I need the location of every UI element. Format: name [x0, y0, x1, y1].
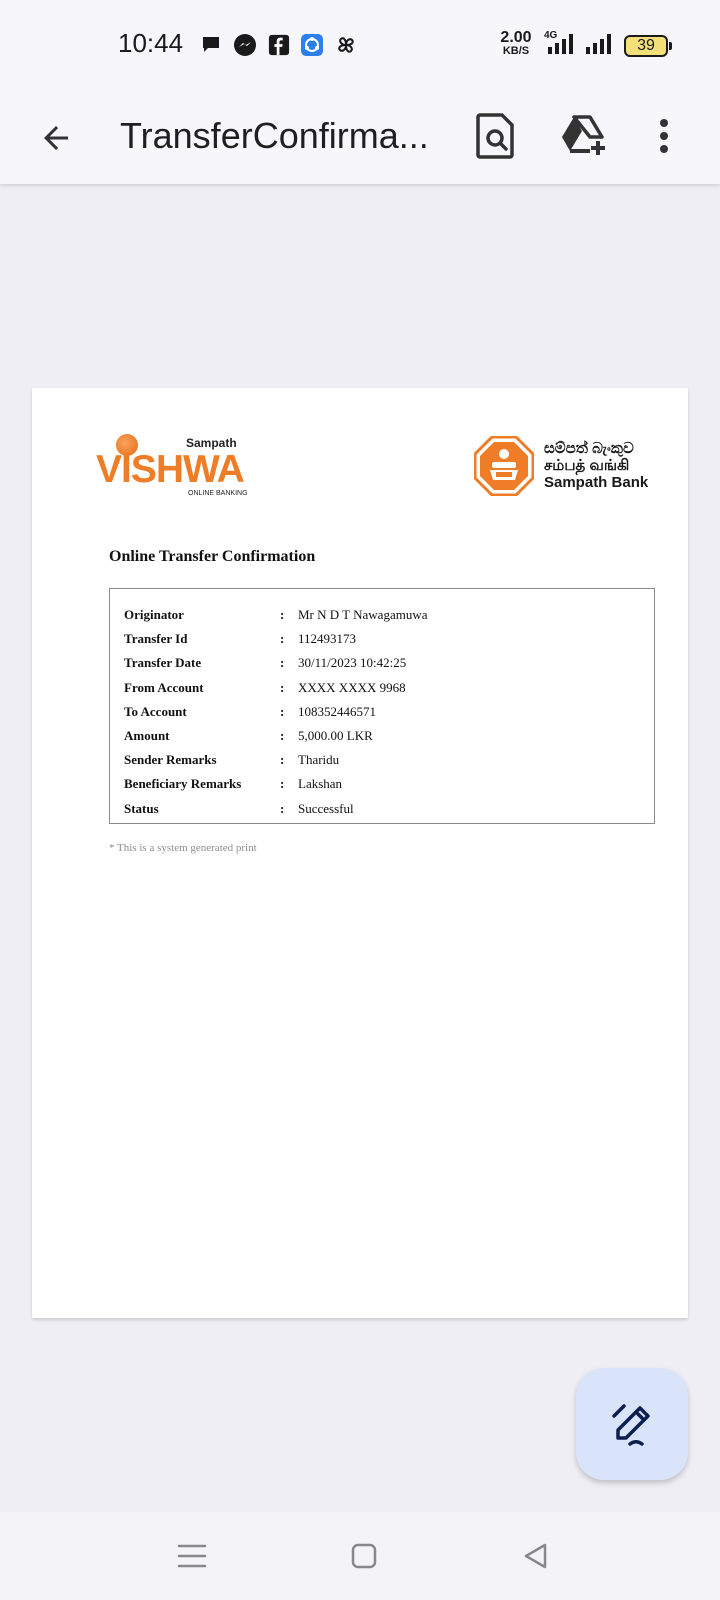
edit-fab-button[interactable] [576, 1368, 688, 1480]
sampath-bank-name: සම්පත් බැංකුව சம்பத் வங்கி Sampath Bank [544, 440, 649, 491]
network-type: 4G [544, 30, 558, 41]
recent-apps-button[interactable] [168, 1532, 216, 1580]
network-speed: 2.00 KB/S [500, 29, 532, 57]
messenger-icon [232, 32, 258, 58]
table-row: Status : Successful [124, 800, 354, 816]
table-row: To Account : 108352446571 [124, 703, 376, 719]
sampath-bank-emblem-icon [474, 436, 534, 496]
home-button[interactable] [340, 1532, 388, 1580]
table-row: Transfer Id : 112493173 [124, 631, 357, 647]
table-row: Sender Remarks : Tharidu [124, 752, 340, 768]
pdf-page [32, 388, 688, 1318]
table-row: Beneficiary Remarks : Lakshan [124, 776, 343, 792]
more-vertical-icon [658, 118, 670, 154]
table-row: From Account : XXXX XXXX 9968 [124, 679, 406, 695]
back-triangle-icon [521, 1541, 551, 1571]
search-document-button[interactable] [466, 106, 526, 166]
table-row: Transfer Date : 30/11/2023 10:42:25 [124, 655, 407, 671]
pinwheel-icon [333, 32, 359, 58]
status-time: 10:44 [118, 28, 184, 58]
document-title: TransferConfirma... [120, 115, 429, 156]
back-button[interactable] [30, 112, 82, 164]
drive-add-icon [560, 115, 608, 157]
more-options-button[interactable] [634, 106, 694, 166]
edit-pen-icon [610, 1402, 654, 1446]
system-nav-bar [0, 1512, 720, 1600]
facebook-icon [266, 32, 292, 58]
table-row: Originator : Mr N D T Nawagamuwa [124, 607, 428, 623]
app-bar [0, 90, 720, 184]
add-to-drive-button[interactable] [554, 106, 614, 166]
signal-icon [548, 32, 578, 61]
vishwa-logo: Sampath VISHWA ONLINE BANKING [96, 436, 248, 497]
transfer-details-table [109, 588, 655, 824]
document-search-icon [476, 113, 516, 159]
menu-icon [177, 1542, 207, 1570]
home-square-icon [350, 1542, 378, 1570]
confirmation-heading: Online Transfer Confirmation [109, 548, 316, 565]
status-bar [0, 0, 720, 90]
chat-bubble-icon [198, 32, 224, 58]
arrow-left-icon [38, 120, 74, 156]
share-app-icon [299, 32, 325, 58]
battery-indicator: 39 [624, 35, 668, 57]
table-row: Amount : 5,000.00 LKR [124, 728, 373, 744]
back-nav-button[interactable] [512, 1532, 560, 1580]
system-generated-note: * This is a system generated print [109, 842, 257, 854]
signal-icon-2 [586, 32, 616, 61]
